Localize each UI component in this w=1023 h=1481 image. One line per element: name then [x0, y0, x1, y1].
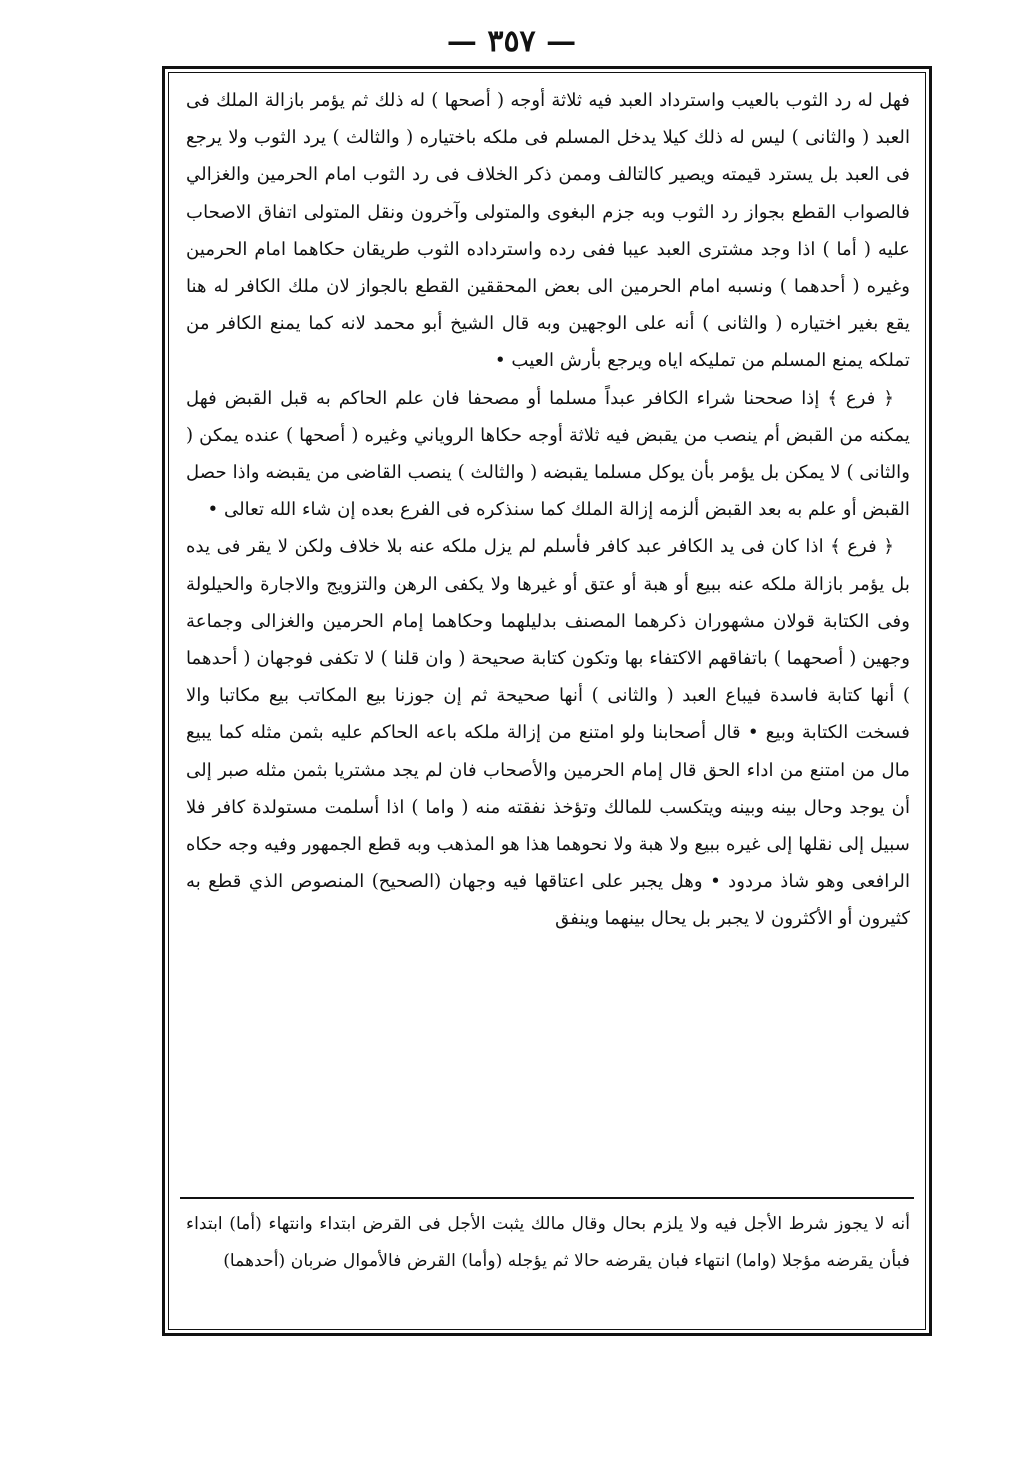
paragraph: فهل له رد الثوب بالعيب واسترداد العبد فيه ثلاثة أوجه ( أصحها ) له ذلك ثم يؤمر بازالة الملك فى العبد ( والثانى ) ليس له ذلك كيلا يدخل المسلم فى ملكه باختياره ( والثالث ) يرد الثوب ولا يرجع فى العبد بل يسترد قيمته ويصير كالتالف وممن ذكر الخلاف فى رد الثوب امام الحرمين والغزالي فالصواب القطع بجواز رد الثوب وبه جزم البغوى والمتولى وآخرون ونقل المتولى اتفاق الاصحاب عليه ( أما ) اذا وجد مشترى العبد عيبا ففى رده واسترداده الثوب طريقان حكاهما امام الحرمين وغيره ( أحدهما ) ونسبه امام الحرمين الى بعض المحققين القطع بالجواز لان ملك الكافر له هنا يقع بغير اختياره ( والثانى ) أنه على الوجهين وبه قال الشيخ أبو محمد لانه كما يمنع الكافر من تملكه يمنع المسلم من تمليكه اياه ويرجع بأرش العيب •: [186, 90, 910, 372]
page-number: — ٣٥٧ —: [446, 24, 577, 59]
paragraph: ﴿ فرع ﴾ إذا صححنا شراء الكافر عبداً مسلما أو مصحفا فان علم الحاكم به قبل القبض فهل يمكنه من القبض أم ينصب من يقبض فيه ثلاثة أوجه حكاها الروياني وغيره ( أصحها ) عنده يمكن ( والثانى ) لا يمكن بل يؤمر بأن يوكل مسلما يقبضه ( والثالث ) ينصب القاضى من يقبضه واذا حصل القبض أو علم به بعد القبض ألزمه إزالة الملك كما سنذكره فى الفرع بعده إن شاء الله تعالى •: [186, 387, 910, 521]
footnote-text: أنه لا يجوز شرط الأجل فيه ولا يلزم بحال وقال مالك يثبت الأجل فى القرض ابتداء وانتهاء (أما) ابتداء فبأن يقرضه مؤجلا (واما) انتهاء فبان يقرضه حالا ثم يؤجله (وأما) القرض فالأموال ضربان (أحدهما): [186, 1214, 910, 1271]
footnote-divider: [180, 1197, 914, 1199]
main-text-block: [186, 82, 910, 938]
paragraph: ﴿ فرع ﴾ اذا كان فى يد الكافر عبد كافر فأسلم لم يزل ملكه عنه بلا خلاف ولكن لا يقر فى يده بل يؤمر بازالة ملكه عنه ببيع أو هبة أو عتق أو غيرها ولا يكفى الرهن والتزويج والاجارة والحيلولة وفى الكتابة قولان مشهوران ذكرهما المصنف بدليلهما وحكاهما إمام الحرمين والغزالى وجماعة وجهين ( أصحهما ) باتفاقهم الاكتفاء بها وتكون كتابة صحيحة ( وان قلنا ) لا تكفى فوجهان ( أحدهما ) أنها كتابة فاسدة فيباع العبد ( والثانى ) أنها صحيحة ثم إن جوزنا بيع المكاتب بيع مكاتبا والا فسخت الكتابة وبيع • قال أصحابنا ولو امتنع من إزالة ملكه باعه الحاكم عليه بثمن مثله كما يبيع مال من امتنع من اداء الحق قال إمام الحرمين والأصحاب فان لم يجد مشتريا بثمن مثله صبر إلى أن يوجد وحال بينه وبينه ويتكسب للمالك وتؤخذ نفقته منه ( واما ) اذا أسلمت مستولدة كافر فلا سبيل إلى نقلها إلى غيره ببيع ولا هبة ولا نحوهما هذا هو المذهب وبه قطع الجمهور وفيه وجه حكاه الرافعى وهو شاذ مردود • وهل يجبر على اعتاقها فيه وجهان (الصحيح) المنصوص الذي قطع به كثيرون أو الأكثرون لا يجبر بل يحال بينهما وينفق: [186, 536, 910, 930]
